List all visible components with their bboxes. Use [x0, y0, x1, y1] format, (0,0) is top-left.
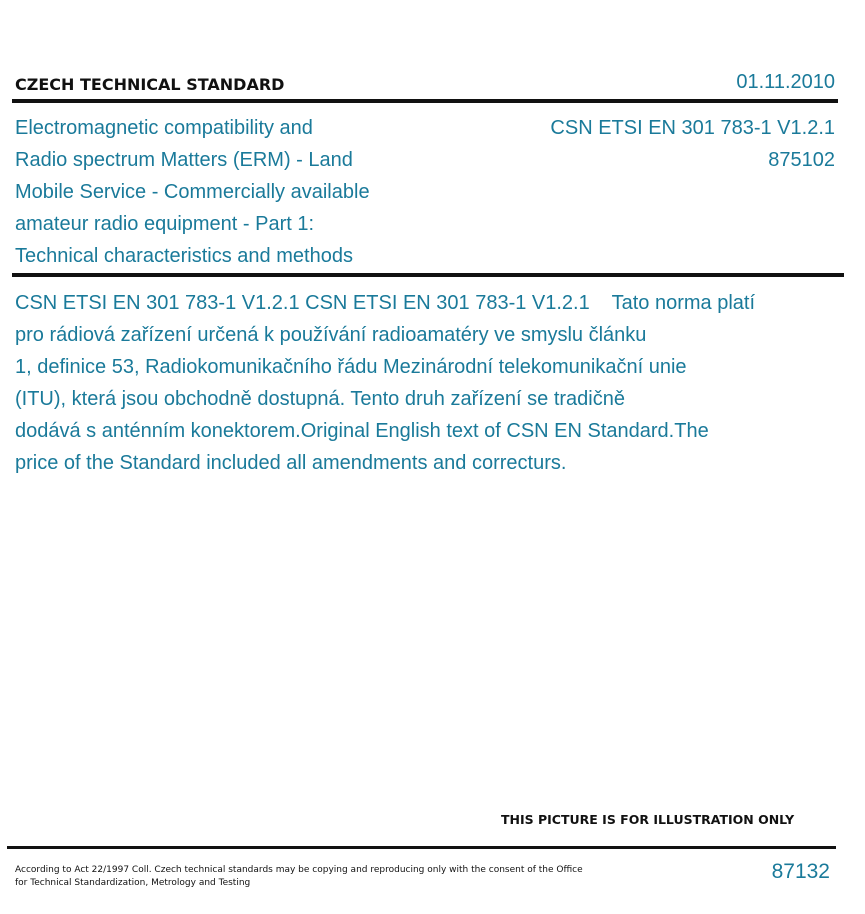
standard-description: [15, 287, 845, 479]
header-divider: [12, 99, 838, 103]
standard-title-line: amateur radio equipment - Part 1:: [15, 213, 315, 235]
standard-number: CSN ETSI EN 301 783-1 V1.2.1: [550, 117, 835, 139]
legal-notice-line: for Technical Standardization, Metrology and Testing: [15, 878, 251, 888]
document-date: 01.11.2010: [736, 71, 835, 93]
description-line: pro rádiová zařízení určená k používání radioamatéry ve smyslu článku: [15, 324, 647, 346]
description-line: dodává s anténním konektorem.Original English text of CSN EN Standard.The: [15, 420, 709, 442]
footer-divider: [7, 846, 836, 849]
description-line: CSN ETSI EN 301 783-1 V1.2.1 CSN ETSI EN 301 783-1 V1.2.1 Tato norma platí: [15, 292, 756, 314]
classification-code: 875102: [768, 149, 835, 171]
title-divider: [12, 273, 844, 277]
standard-title-line: Radio spectrum Matters (ERM) - Land: [15, 149, 353, 171]
legal-notice-line: According to Act 22/1997 Coll. Czech technical standards may be copying and reproducing only with the consent of the Office: [15, 865, 583, 875]
illustration-notice: THIS PICTURE IS FOR ILLUSTRATION ONLY: [501, 812, 795, 827]
standard-title-line: Technical characteristics and methods: [15, 245, 353, 267]
standard-identifiers: [550, 112, 835, 176]
standard-title-line: Mobile Service - Commercially available: [15, 181, 370, 203]
description-line: 1, definice 53, Radiokomunikačního řádu Mezinárodní telekomunikační unie: [15, 356, 687, 378]
document-header-title: CZECH TECHNICAL STANDARD: [15, 75, 285, 94]
description-line: price of the Standard included all amendments and correcturs.: [15, 452, 567, 474]
standard-title: [15, 112, 435, 272]
standard-title-line: Electromagnetic compatibility and: [15, 117, 313, 139]
footer-code: 87132: [771, 860, 830, 883]
legal-notice: [15, 864, 615, 890]
description-line: (ITU), která jsou obchodně dostupná. Tento druh zařízení se tradičně: [15, 388, 625, 410]
